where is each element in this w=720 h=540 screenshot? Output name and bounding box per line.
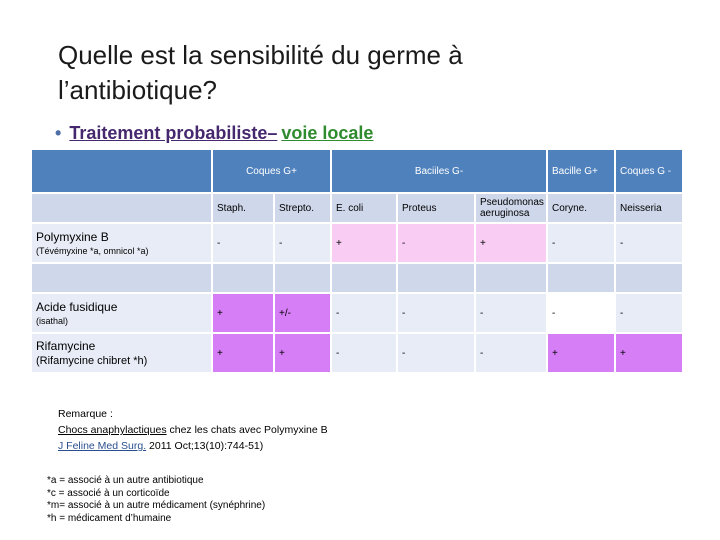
row-label [31,333,212,373]
drug-brands: (Tévémyxine *a, omnicol *a) [36,246,149,256]
sub-header-staph: Staph. [212,193,274,223]
slide-title [58,38,463,108]
value-cell: + [212,293,274,333]
header-bacille-gplus: Bacille G+ [547,149,615,193]
footnote-m: *m= associé à un autre médicament (synéphrine) [47,500,266,511]
drug-name: Rifamycine [36,339,96,353]
sub-header-row [31,193,683,223]
table-row-acide-fusidique [31,293,683,333]
value-cell: - [397,333,475,373]
header-corner [31,149,212,193]
sub-header-coryne: Coryne. [547,193,615,223]
drug-brands: (isathal) [36,316,69,326]
header-coques-gminus: Coques G - [615,149,683,193]
sub-header-strepto: Strepto. [274,193,331,223]
empty-cell [547,263,615,293]
header-bacilles-gminus: Baciiles G- [331,149,547,193]
empty-cell [274,263,331,293]
sub-header-ecoli: E. coli [331,193,397,223]
footnote-h: *h = médicament d’humaine [47,512,172,524]
bullet-dot-icon: • [55,123,62,143]
remark-block [58,406,328,454]
empty-cell [212,263,274,293]
value-cell: + [547,333,615,373]
table-row-rifamycine [31,333,683,373]
table-row-polymyxine [31,223,683,263]
value-cell: - [615,223,683,263]
value-cell: - [475,293,547,333]
remark-rest: chez les chats avec Polymyxine B [166,424,328,436]
value-cell: - [475,333,547,373]
empty-cell [475,263,547,293]
remark-underlined: Chocs anaphylactiques [58,424,167,436]
sensitivity-table [30,148,684,374]
sub-header-neisseria: Neisseria [615,193,683,223]
value-cell: - [615,293,683,333]
row-label [31,293,212,333]
title-line-2: l’antibiotique? [58,75,218,105]
header-coques-gplus: Coques G+ [212,149,331,193]
remark-reference [58,438,328,454]
empty-cell [615,263,683,293]
value-cell: + [274,333,331,373]
value-cell: + [475,223,547,263]
value-cell: - [331,293,397,333]
sub-header-corner [31,193,212,223]
bullet-text-route: voie locale [281,123,374,143]
row-label [31,223,212,263]
drug-brands: (Rifamycine chibret *h) [36,355,148,367]
footnote-a: *a = associé à un autre antibiotique [47,475,204,486]
value-cell: + [331,223,397,263]
table-row-empty [31,263,683,293]
reference-link[interactable]: J Feline Med Surg. [58,440,147,452]
bullet-heading [55,123,373,144]
footnote-c: *c = associé à un corticoïde [47,487,170,499]
value-cell: + [212,333,274,373]
remark-title: Remarque : [58,408,113,420]
value-cell: - [547,223,615,263]
footnotes [47,475,265,525]
reference-rest: 2011 Oct;13(10):744-51) [146,440,264,452]
value-cell: - [547,293,615,333]
drug-name: Acide fusidique [36,300,118,314]
sub-header-pseudomonas: Pseudomonas aeruginosa [475,193,547,223]
group-header-row [31,149,683,193]
value-cell: - [397,223,475,263]
value-cell: + [615,333,683,373]
bullet-text-treatment: Traitement probabiliste– [69,123,278,143]
empty-cell [397,263,475,293]
remark-line [58,422,328,438]
value-cell: - [274,223,331,263]
value-cell: - [397,293,475,333]
value-cell: - [212,223,274,263]
drug-name: Polymyxine B [36,230,109,244]
value-cell: +/- [274,293,331,333]
title-line-1: Quelle est la sensibilité du germe à [58,40,463,70]
sub-header-proteus: Proteus [397,193,475,223]
empty-cell [31,263,212,293]
empty-cell [331,263,397,293]
value-cell: - [331,333,397,373]
